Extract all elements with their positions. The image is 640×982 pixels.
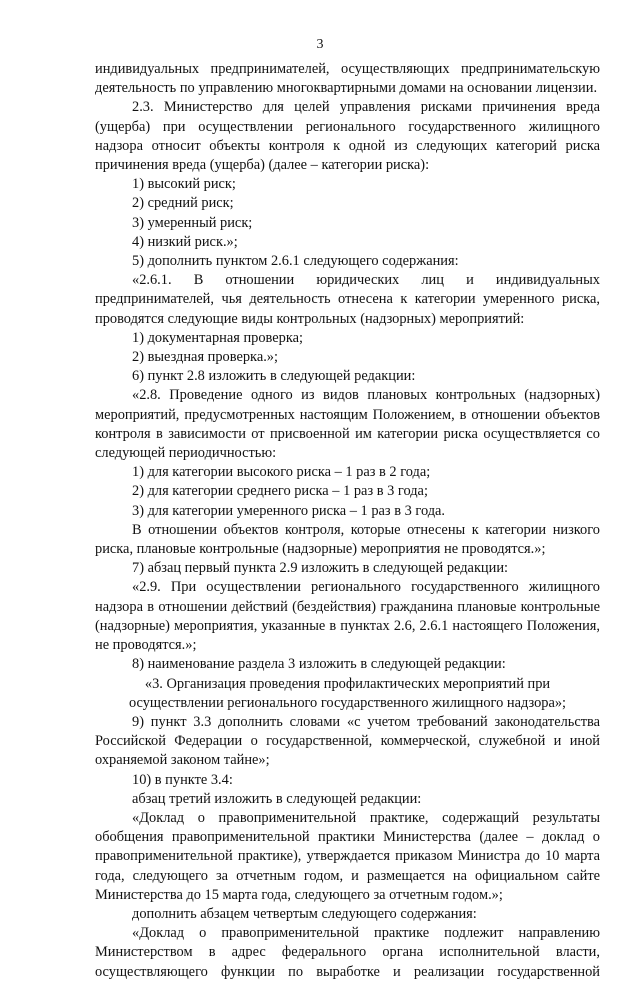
paragraph: 3) умеренный риск; (132, 214, 253, 231)
paragraph: индивидуальных предпринимателей, осуществляющих предпринимательскую деятельность по управлению многоквартирными домами на основании лицензии. (95, 61, 600, 97)
paragraph: 2) средний риск; (132, 195, 234, 212)
paragraph: абзац третий изложить в следующей редакции: (132, 790, 422, 807)
paragraph: 1) документарная проверка; (132, 329, 303, 346)
paragraph: 6) пункт 2.8 изложить в следующей редакции: (132, 368, 416, 385)
paragraph: 10) в пункте 3.4: (132, 771, 233, 788)
paragraph: 1) высокий риск; (132, 176, 236, 193)
paragraph: «2.6.1. В отношении юридических лиц и индивидуальных предпринимателей, чья деятельность отнесена к категории умеренного риска, проводятся следующие виды контрольных (надзорных) мероприятий: (95, 272, 600, 327)
paragraph: 9) пункт 3.3 дополнить словами «с учетом требований законодательства Российской Федерации о государственной, коммерческой, служебной и иной охраняемой законом тайне»; (95, 713, 600, 769)
paragraph: «2.9. При осуществлении регионального государственного жилищного надзора в отношении действий (бездействия) гражданина плановые контрольные (надзорные) мероприятия, указанные в пунктах 2.6, 2.6.1 настоящего Положения, не проводятся.»; (95, 579, 600, 654)
paragraph: 5) дополнить пунктом 2.6.1 следующего содержания: (132, 253, 459, 270)
paragraph: «Доклад о правоприменительной практике подлежит направлению Министерством в адрес федерального органа исполнительной власти, осуществляющего функции по выработке и реализации государственной (95, 925, 600, 980)
paragraph: 4) низкий риск.»; (132, 233, 238, 250)
paragraph: дополнить абзацем четвертым следующего содержания: (132, 905, 477, 922)
page-number: 3 (316, 37, 324, 52)
paragraph: «3. Организация проведения профилактических мероприятий при (144, 675, 551, 692)
paragraph: 3) для категории умеренного риска – 1 раз в 3 года. (132, 502, 446, 519)
paragraph: осуществлении регионального государственного жилищного надзора»; (128, 694, 567, 711)
paragraph: 8) наименование раздела 3 изложить в следующей редакции: (132, 656, 506, 673)
paragraph: 2.3. Министерство для целей управления рисками причинения вреда (ущерба) при осуществлении регионального государственного жилищного надзора относит объекты контроля к одной из следующих категорий риска причинения вреда (ущерба) (далее – категории риска): (95, 99, 600, 174)
document-body (95, 60, 600, 982)
paragraph: «Доклад о правоприменительной практике, содержащий результаты обобщения правоприменительной практики Министерства (далее – доклад о правоприменительной практике), утверждается приказом Министра до 10 марта года, следующего за отчетным годом, и размещается на официальном сайте Министерства до 15 марта года, следующего за отчетным годом.»; (95, 809, 600, 903)
paragraph: «2.8. Проведение одного из видов плановых контрольных (надзорных) мероприятий, предусмотренных настоящим Положением, в отношении объектов контроля в зависимости от присвоенной им категории риска осуществляется со следующей периодичностью: (95, 387, 600, 462)
paragraph: 7) абзац первый пункта 2.9 изложить в следующей редакции: (132, 560, 509, 577)
paragraph: В отношении объектов контроля, которые отнесены к категории низкого риска, плановые контрольные (надзорные) мероприятия не проводятся.»; (95, 521, 600, 558)
paragraph: 2) для категории среднего риска – 1 раз в 3 года; (132, 483, 428, 500)
paragraph: 2) выездная проверка.»; (132, 349, 278, 366)
paragraph: 1) для категории высокого риска – 1 раз в 2 года; (132, 464, 431, 481)
